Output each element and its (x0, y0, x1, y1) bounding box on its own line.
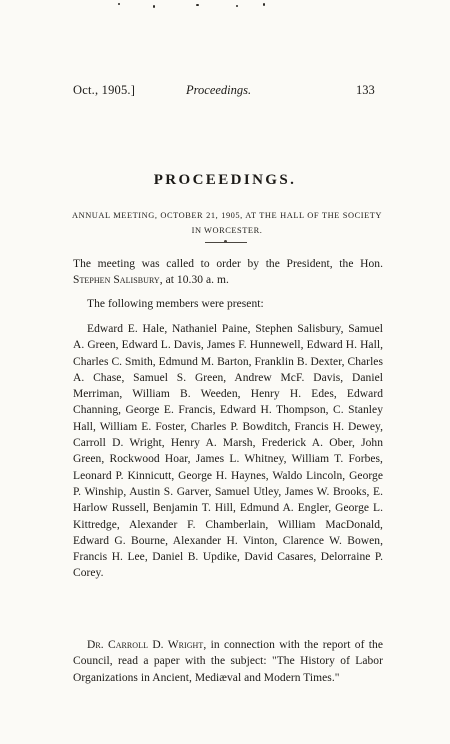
report-text: , in connection with the report of the Council, read a paper with the subject: "The History of Labor Organizations in Ancient, Mediæval and Modern Times." (73, 639, 383, 684)
scan-speck (153, 5, 155, 8)
report-paragraph (73, 637, 383, 686)
scan-speck (196, 4, 199, 6)
divider-ornament (224, 240, 227, 243)
running-header-date: Oct., 1905.] (73, 83, 136, 97)
scan-speck (118, 3, 120, 5)
call-to-order-text: The meeting was called to order by the President, the Hon. (73, 258, 383, 270)
members-list: Edward E. Hale, Nathaniel Paine, Stephen Salisbury, Samuel A. Green, Edward L. Davis, James F. Hunnewell, Edward H. Hall, Charles C. Smith, Edmund M. Barton, Franklin B. Dexter, Charles A. Chase, Samuel S. Green, Andrew McF. Davis, Daniel Merriman, William B. Weeden, Henry H. Edes, Edward Channing, George E. Francis, Edward H. Thompson, C. Stanley Hall, William E. Foster, Charles P. Bowditch, Francis H. Dewey, Carroll D. Wright, Henry A. Marsh, Frederick A. Ober, John Green, Rockwood Hoar, James L. Whitney, William T. Forbes, Leonard P. Kinnicutt, George H. Haynes, Waldo Lincoln, George P. Winship, Austin S. Garver, Samuel Utley, James W. Brooks, E. Harlow Russell, Benjamin T. Hill, Edmund A. Engler, George L. Kittredge, Alexander F. Chamberlain, William MacDonald, Edward G. Bourne, Alexander H. Vinton, Clarence W. Bowen, Francis H. Lee, Daniel B. Updike, David Casares, Delorraine P. Corey. (73, 323, 383, 580)
president-name: Stephen Salisbury (73, 274, 160, 287)
page-number: 133 (356, 83, 375, 97)
scan-speck (263, 3, 265, 6)
scan-speck (236, 5, 238, 7)
running-header-title: Proceedings. (186, 83, 252, 97)
call-to-order-paragraph (73, 256, 383, 289)
members-intro: The following members were present: (87, 298, 264, 310)
meeting-subtitle: ANNUAL MEETING, OCTOBER 21, 1905, AT THE HALL OF THE SOCIETY IN WORCESTER. (72, 211, 382, 235)
call-to-order-time: , at 10.30 a. m. (159, 274, 229, 287)
speaker-name: Dr. Carroll D. Wright (87, 639, 204, 651)
page-title: PROCEEDINGS. (153, 172, 297, 188)
